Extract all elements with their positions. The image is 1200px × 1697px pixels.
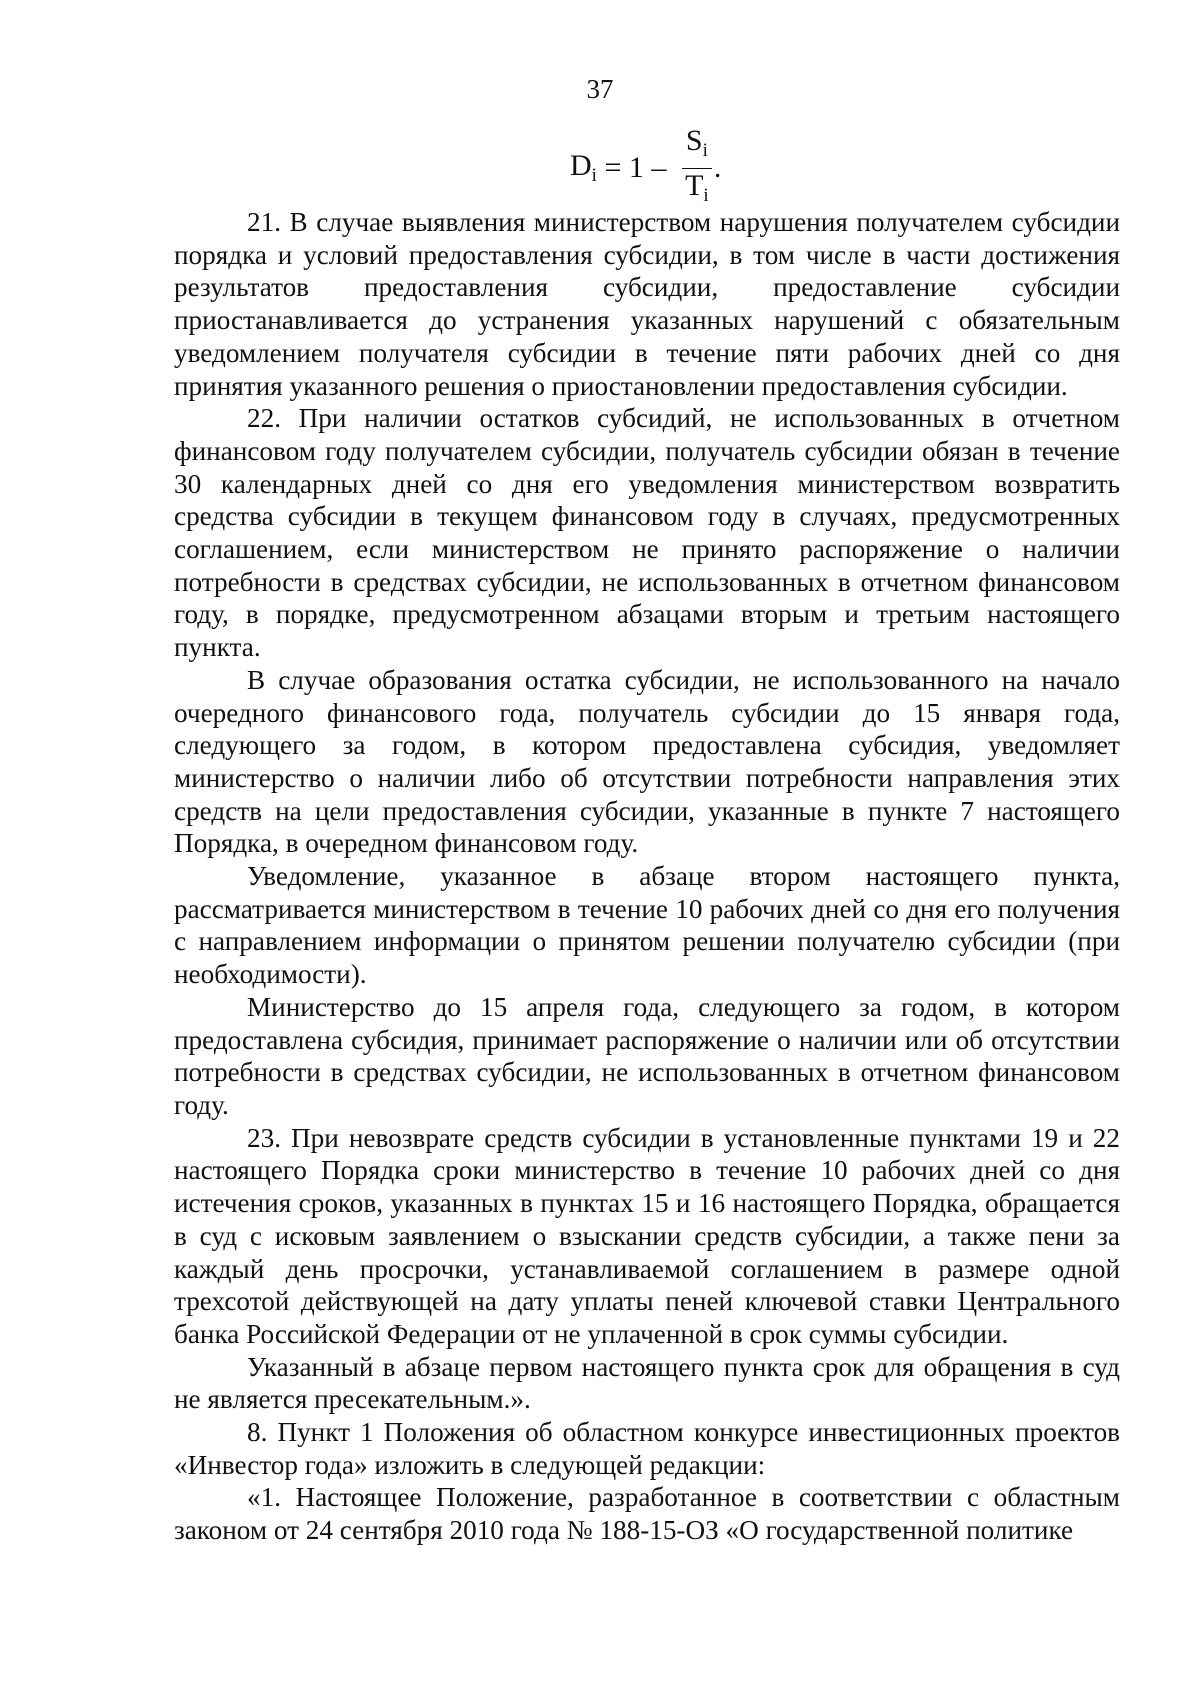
formula-denominator: $T_i$	[685, 168, 709, 206]
formula-operator: = 1 –	[596, 151, 674, 184]
paragraph-23-part-2: Указанный в абзаце первом настоящего пункта срок для обращения в суд не является пресекательным.».	[174, 1351, 1120, 1415]
page-number: 37	[586, 74, 614, 104]
formula-fraction	[682, 124, 712, 213]
paragraph-22-part-3: Уведомление, указанное в абзаце втором настоящего пункта, рассматривается министерством в течение 10 рабочих дней со дня его получения с направлением информации о принятом решении получателю субсидии (при необходимости).	[174, 861, 1120, 990]
formula-end: .	[713, 151, 722, 184]
formula-numerator: $S_i$	[685, 123, 708, 161]
paragraph-22-part-4: Министерство до 15 апреля года, следующего за годом, в котором предоставлена субсидия, принимает распоряжение о наличии или об отсутствии потребности в средствах субсидии, не использованных в отчетном финансовом году.	[174, 991, 1120, 1120]
paragraph-8: 8. Пункт 1 Положения об областном конкурсе инвестиционных проектов «Инвестор года» изложить в следующей редакции:	[174, 1417, 1120, 1480]
document-body	[174, 206, 1120, 1547]
paragraph-22-part-2: В случае образования остатка субсидии, не использованного на начало очередного финансового года, получатель субсидии до 15 января года, следующего за годом, в котором предоставлена субсидия, уведомляет министерство о наличии либо об отсутствии потребности направления этих средств на цели предоставления субсидии, указанные в пункте 7 настоящего Порядка, в очередном финансовом году.	[174, 664, 1120, 859]
paragraph-23: 23. При невозврате средств субсидии в установленные пунктами 19 и 22 настоящего Порядка сроки министерство в течение 10 рабочих дней со дня истечения сроков, указанных в пунктах 15 и 16 настоящего Порядка, обращается в суд с исковым заявлением о взыскании средств субсидии, а также пени за каждый день просрочки, устанавливаемой соглашением в размере одной трехсотой действующей на дату уплаты пеней ключевой ставки Центрального банка Российской Федерации от не уплаченной в срок суммы субсидии.	[174, 1122, 1120, 1349]
paragraph-22: 22. При наличии остатков субсидий, не использованных в отчетном финансовом году получателем субсидии, получатель субсидии обязан в течение 30 календарных дней со дня его уведомления министерством возвратить средства субсидии в текущем финансовом году в случаях, предусмотренных соглашением, если министерством не принято распоряжение о наличии потребности в средствах субсидии, не использованных в отчетном финансовом году, в порядке, предусмотренном абзацами вторым и третьим настоящего пункта.	[174, 403, 1120, 663]
paragraph-21: 21. В случае выявления министерством нарушения получателем субсидии порядка и условий предоставления субсидии, в том числе в части достижения результатов предоставления субсидии, предоставление субсидии приостанавливается до устранения указанных нарушений с обязательным уведомлением получателя субсидии в течение пяти рабочих дней со дня принятия указанного решения о приостановлении предоставления субсидии.	[174, 207, 1120, 401]
formula-lhs: $D_i$	[570, 149, 597, 186]
paragraph-quoted-1: «1. Настоящее Положение, разработанное в соответствии с областным законом от 24 сентября 2010 года № 188-15-ОЗ «О государственной политике	[174, 1482, 1120, 1546]
formula	[570, 123, 722, 206]
